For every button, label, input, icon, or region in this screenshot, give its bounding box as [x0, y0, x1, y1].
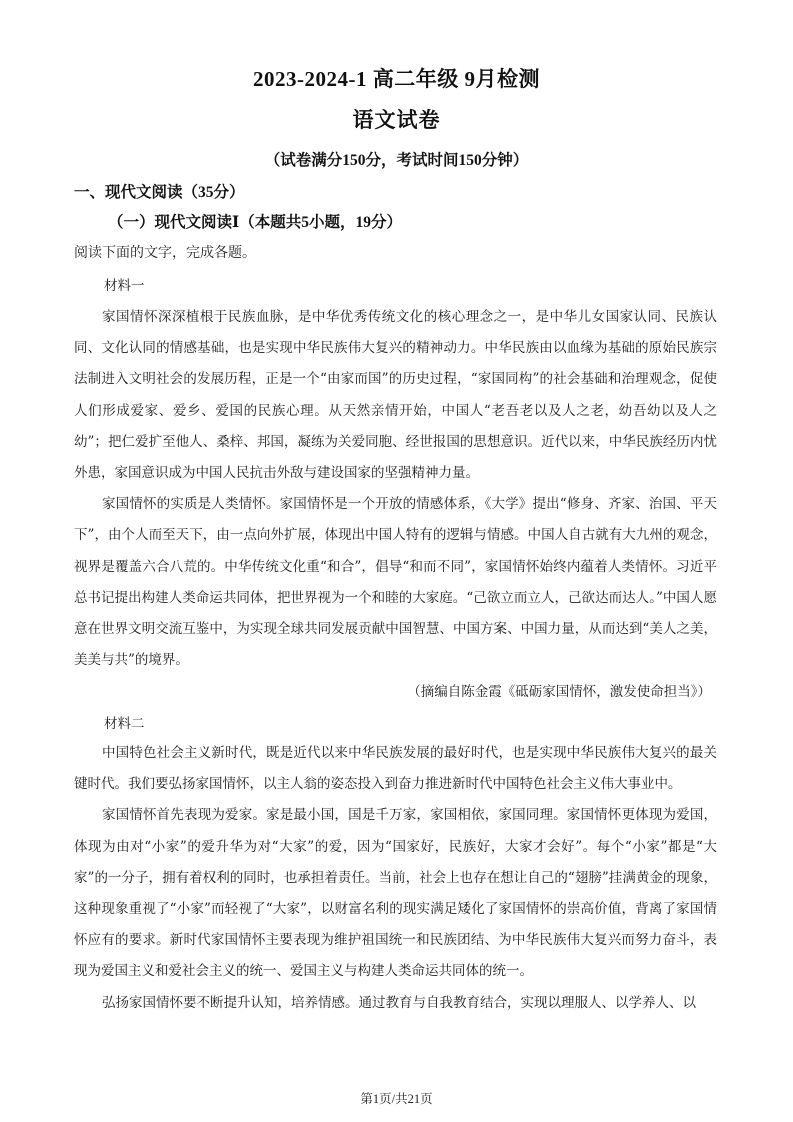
exam-info: （试卷满分150分，考试时间150分钟） — [264, 152, 529, 169]
section-heading: 一、现代文阅读（35分） — [74, 184, 245, 201]
material-two-text — [74, 738, 717, 1019]
page-number: 第1页/共21页 — [360, 1092, 433, 1106]
reading-instruction: 阅读下面的文字，完成各题。 — [74, 245, 256, 261]
material-one-source: （摘编自陈金霞《砥砺家国情怀，激发使命担当》） — [407, 684, 711, 700]
material-one-text — [74, 302, 717, 676]
subsection-heading: （一）现代文阅读Ⅰ（本题共5小题，19分） — [108, 214, 403, 231]
paragraph: 家国情怀深深植根于民族血脉，是中华优秀传统文化的核心理念之一，是中华儿女国家认同、民族认同、文化认同的情感基础，也是实现中华民族伟大复兴的精神动力。中华民族由以血缘为基础的原始民族宗法制进入文明社会的发展历程，正是一个“由家而国”的历史过程，“家国同构”的社会基础和治理观念，促使人们形成爱家、爱乡、爱国的民族心理。从天然亲情开始，中国人“老吾老以及人之老，幼吾幼以及人之幼”；把仁爱扩至他人、桑梓、邦国，凝练为关爱同胞、经世报国的思想意识。近代以来，中华民族经历内忧外患，家国意识成为中国人民抗击外敌与建设国家的坚强精神力量。 — [74, 309, 717, 482]
material-two-label: 材料二 — [104, 716, 145, 732]
exam-title: 2023-2024-1 高二年级 9月检测 — [253, 67, 540, 91]
paragraph: 家国情怀的实质是人类情怀。家国情怀是一个开放的情感体系，《大学》提出“修身、齐家、治国、平天下”，由个人而至天下，由一点向外扩展，体现出中国人特有的逻辑与情感。中国人自古就有大九州的观念，视界是覆盖六合八荒的。中华传统文化重“和合”，倡导“和而不同”，家国情怀始终内蕴着人类情怀。习近平总书记提出构建人类命运共同体，把世界视为一个和睦的大家庭。“己欲立而立人，己欲达而达人。”中国人愿意在世界文明交流互鉴中，为实现全球共同发展贡献中国智慧、中国方案、中国力量，从而达到“美人之美，美美与共”的境界。 — [74, 496, 717, 669]
subject-title: 语文试卷 — [352, 108, 441, 132]
material-one-label: 材料一 — [104, 278, 145, 294]
paragraph: 家国情怀首先表现为爱家。家是最小国，国是千万家，家国相依，家国同理。家国情怀更体现为爱国，体现为由对“小家”的爱升华为对“大家”的爱，因为“国家好，民族好，大家才会好”。每个“小家”都是“大家”的一分子，拥有着权利的同时，也承担着责任。当前，社会上也存在想让自己的“翅膀”挂满黄金的现象，这种现象重视了“小家”而轻视了“大家”，以财富名利的现实满足矮化了家国情怀的崇高价值，背离了家国情怀应有的要求。新时代家国情怀主要表现为维护祖国统一和民族团结、为中华民族伟大复兴而努力奋斗，表现为爱国主义和爱社会主义的统一、爱国主义与构建人类命运共同体的统一。 — [74, 807, 717, 980]
paragraph: 弘扬家国情怀要不断提升认知，培养情感。通过教育与自我教育结合，实现以理服人、以学养人、以 — [102, 994, 696, 1011]
paragraph: 中国特色社会主义新时代，既是近代以来中华民族发展的最好时代，也是实现中华民族伟大复兴的最关键时代。我们要弘扬家国情怀，以主人翁的姿态投入到奋力推进新时代中国特色社会主义伟大事业中。 — [74, 745, 717, 793]
